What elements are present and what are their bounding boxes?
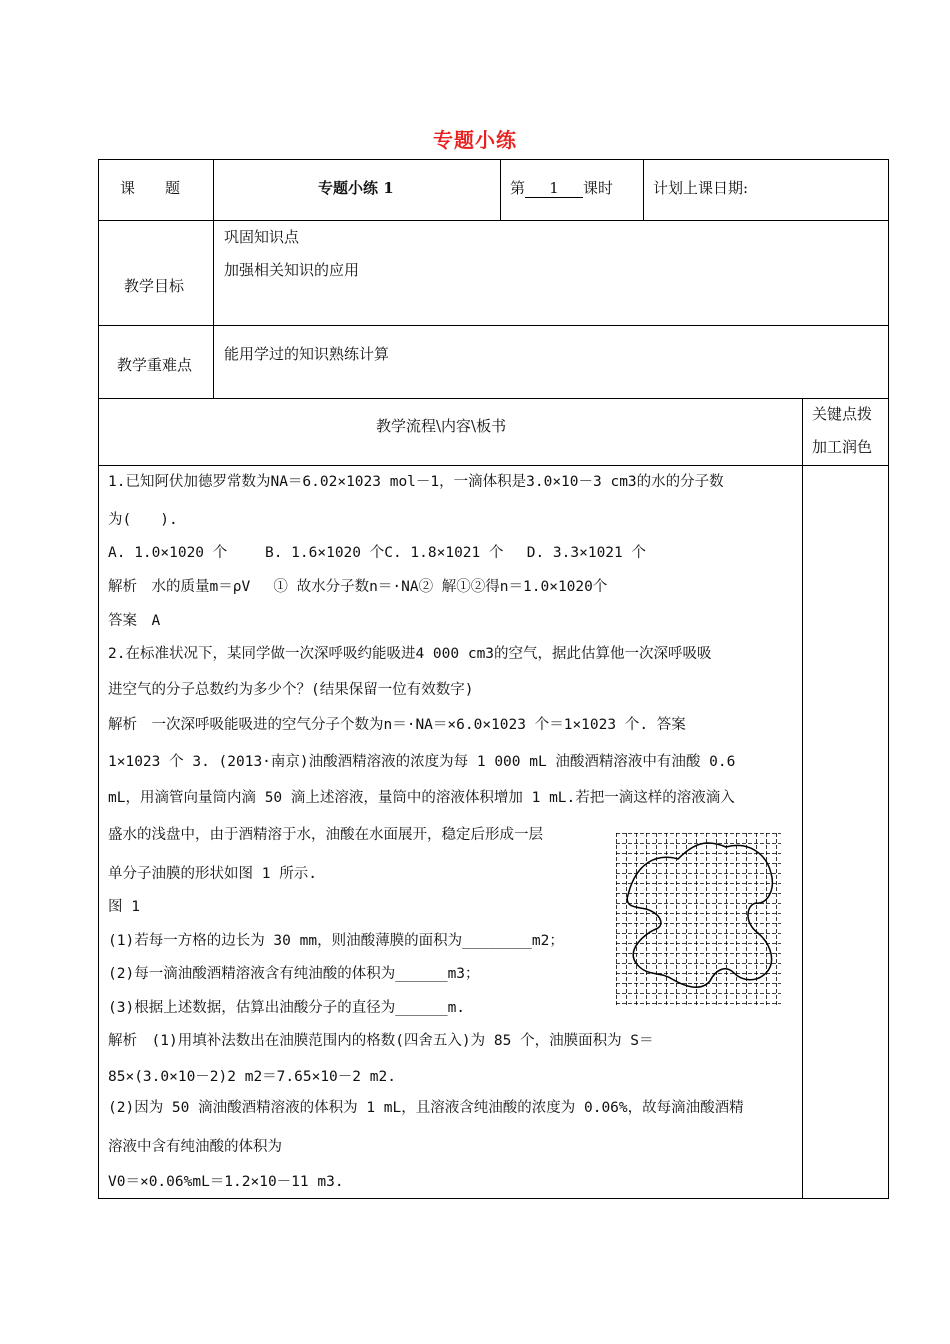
side-label-1: 关键点拨 <box>812 405 873 423</box>
oil-film-grid-figure <box>616 833 781 1006</box>
key-points-label: 教学重难点 <box>117 356 193 374</box>
side-label-2: 加工润色 <box>812 438 873 456</box>
subject-label: 课 题 <box>120 179 181 197</box>
content-line: 2.在标准状况下，某同学做一次深呼吸约能吸进4 000 cm3的空气，据此估算他一次深呼吸吸 <box>108 646 712 662</box>
content-line: 解析 一次深呼吸能吸进的空气分子个数为n＝·NA＝×6.0×1023 个＝1×1023 个. 答案 <box>108 717 686 733</box>
table-border <box>500 159 501 221</box>
table-border <box>802 398 803 1199</box>
content-line: 答案 A <box>108 613 161 629</box>
lesson-number: 1 <box>525 179 583 198</box>
oil-film-outline <box>627 843 772 987</box>
content-line: 单分子油膜的形状如图 1 所示. <box>108 866 317 882</box>
lesson-count <box>510 177 613 198</box>
grid-lines <box>616 833 781 1006</box>
content-line: 进空气的分子总数约为多少个？(结果保留一位有效数字) <box>108 682 474 698</box>
date-label: 计划上课日期: <box>653 179 749 197</box>
table-border <box>98 465 889 466</box>
content-line: 解析 水的质量m＝ρV ① 故水分子数n＝·NA② 解①②得n＝1.0×1020个 <box>108 579 608 595</box>
page-title: 专题小练 <box>433 128 517 152</box>
table-border <box>98 220 889 221</box>
table-border <box>98 398 889 399</box>
content-line: 图 1 <box>108 899 140 915</box>
goals-line-1: 巩固知识点 <box>224 228 300 246</box>
content-line: A. 1.0×1020 个 B. 1.6×1020 个C. 1.8×1021 个 D. 3.3×1021 个 <box>108 545 646 561</box>
table-border <box>98 1198 889 1199</box>
flow-label: 教学流程\内容\板书 <box>376 417 507 435</box>
content-line: (2)因为 50 滴油酸酒精溶液的体积为 1 mL，且溶液含纯油酸的浓度为 0.06%，故每滴油酸酒精 <box>108 1100 744 1116</box>
key-points-text: 能用学过的知识熟练计算 <box>224 345 390 363</box>
table-border <box>98 159 99 1199</box>
content-line: (3)根据上述数据，估算出油酸分子的直径为______m. <box>108 1000 466 1016</box>
goals-label: 教学目标 <box>124 277 185 295</box>
table-border <box>213 159 214 399</box>
table-border <box>98 325 889 326</box>
content-line: mL，用滴管向量筒内滴 50 滴上述溶液，量筒中的溶液体积增加 1 mL.若把一滴这样的溶液滴入 <box>108 790 735 806</box>
content-line: 1×1023 个 3. (2013·南京)油酸酒精溶液的浓度为每 1 000 mL 油酸酒精溶液中有油酸 0.6 <box>108 754 736 770</box>
subject-value: 专题小练 1 <box>318 179 394 197</box>
content-line: 85×(3.0×10－2)2 m2＝7.65×10－2 m2. <box>108 1069 396 1085</box>
content-line: (2)每一滴油酸酒精溶液含有纯油酸的体积为______m3； <box>108 966 480 982</box>
goals-line-2: 加强相关知识的应用 <box>224 261 360 279</box>
content-line: (1)若每一方格的边长为 30 mm，则油酸薄膜的面积为________m2； <box>108 933 564 949</box>
content-line: 盛水的浅盘中，由于酒精溶于水，油酸在水面展开，稳定后形成一层 <box>108 827 543 843</box>
content-line: 溶液中含有纯油酸的体积为 <box>108 1139 282 1155</box>
content-line: V0＝×0.06%mL＝1.2×10－11 m3. <box>108 1174 344 1190</box>
table-border <box>643 159 644 221</box>
content-line: 为( ). <box>108 512 178 528</box>
table-border <box>98 159 889 160</box>
content-line: 1.已知阿伏加德罗常数为NA＝6.02×1023 mol－1，一滴体积是3.0×10－3 cm3的水的分子数 <box>108 474 724 490</box>
table-border <box>888 159 889 1199</box>
lesson-prefix: 第 <box>510 179 526 197</box>
content-line: 解析 (1)用填补法数出在油膜范围内的格数(四舍五入)为 85 个，油膜面积为 S＝ <box>108 1033 654 1049</box>
lesson-suffix: 课时 <box>583 179 614 197</box>
